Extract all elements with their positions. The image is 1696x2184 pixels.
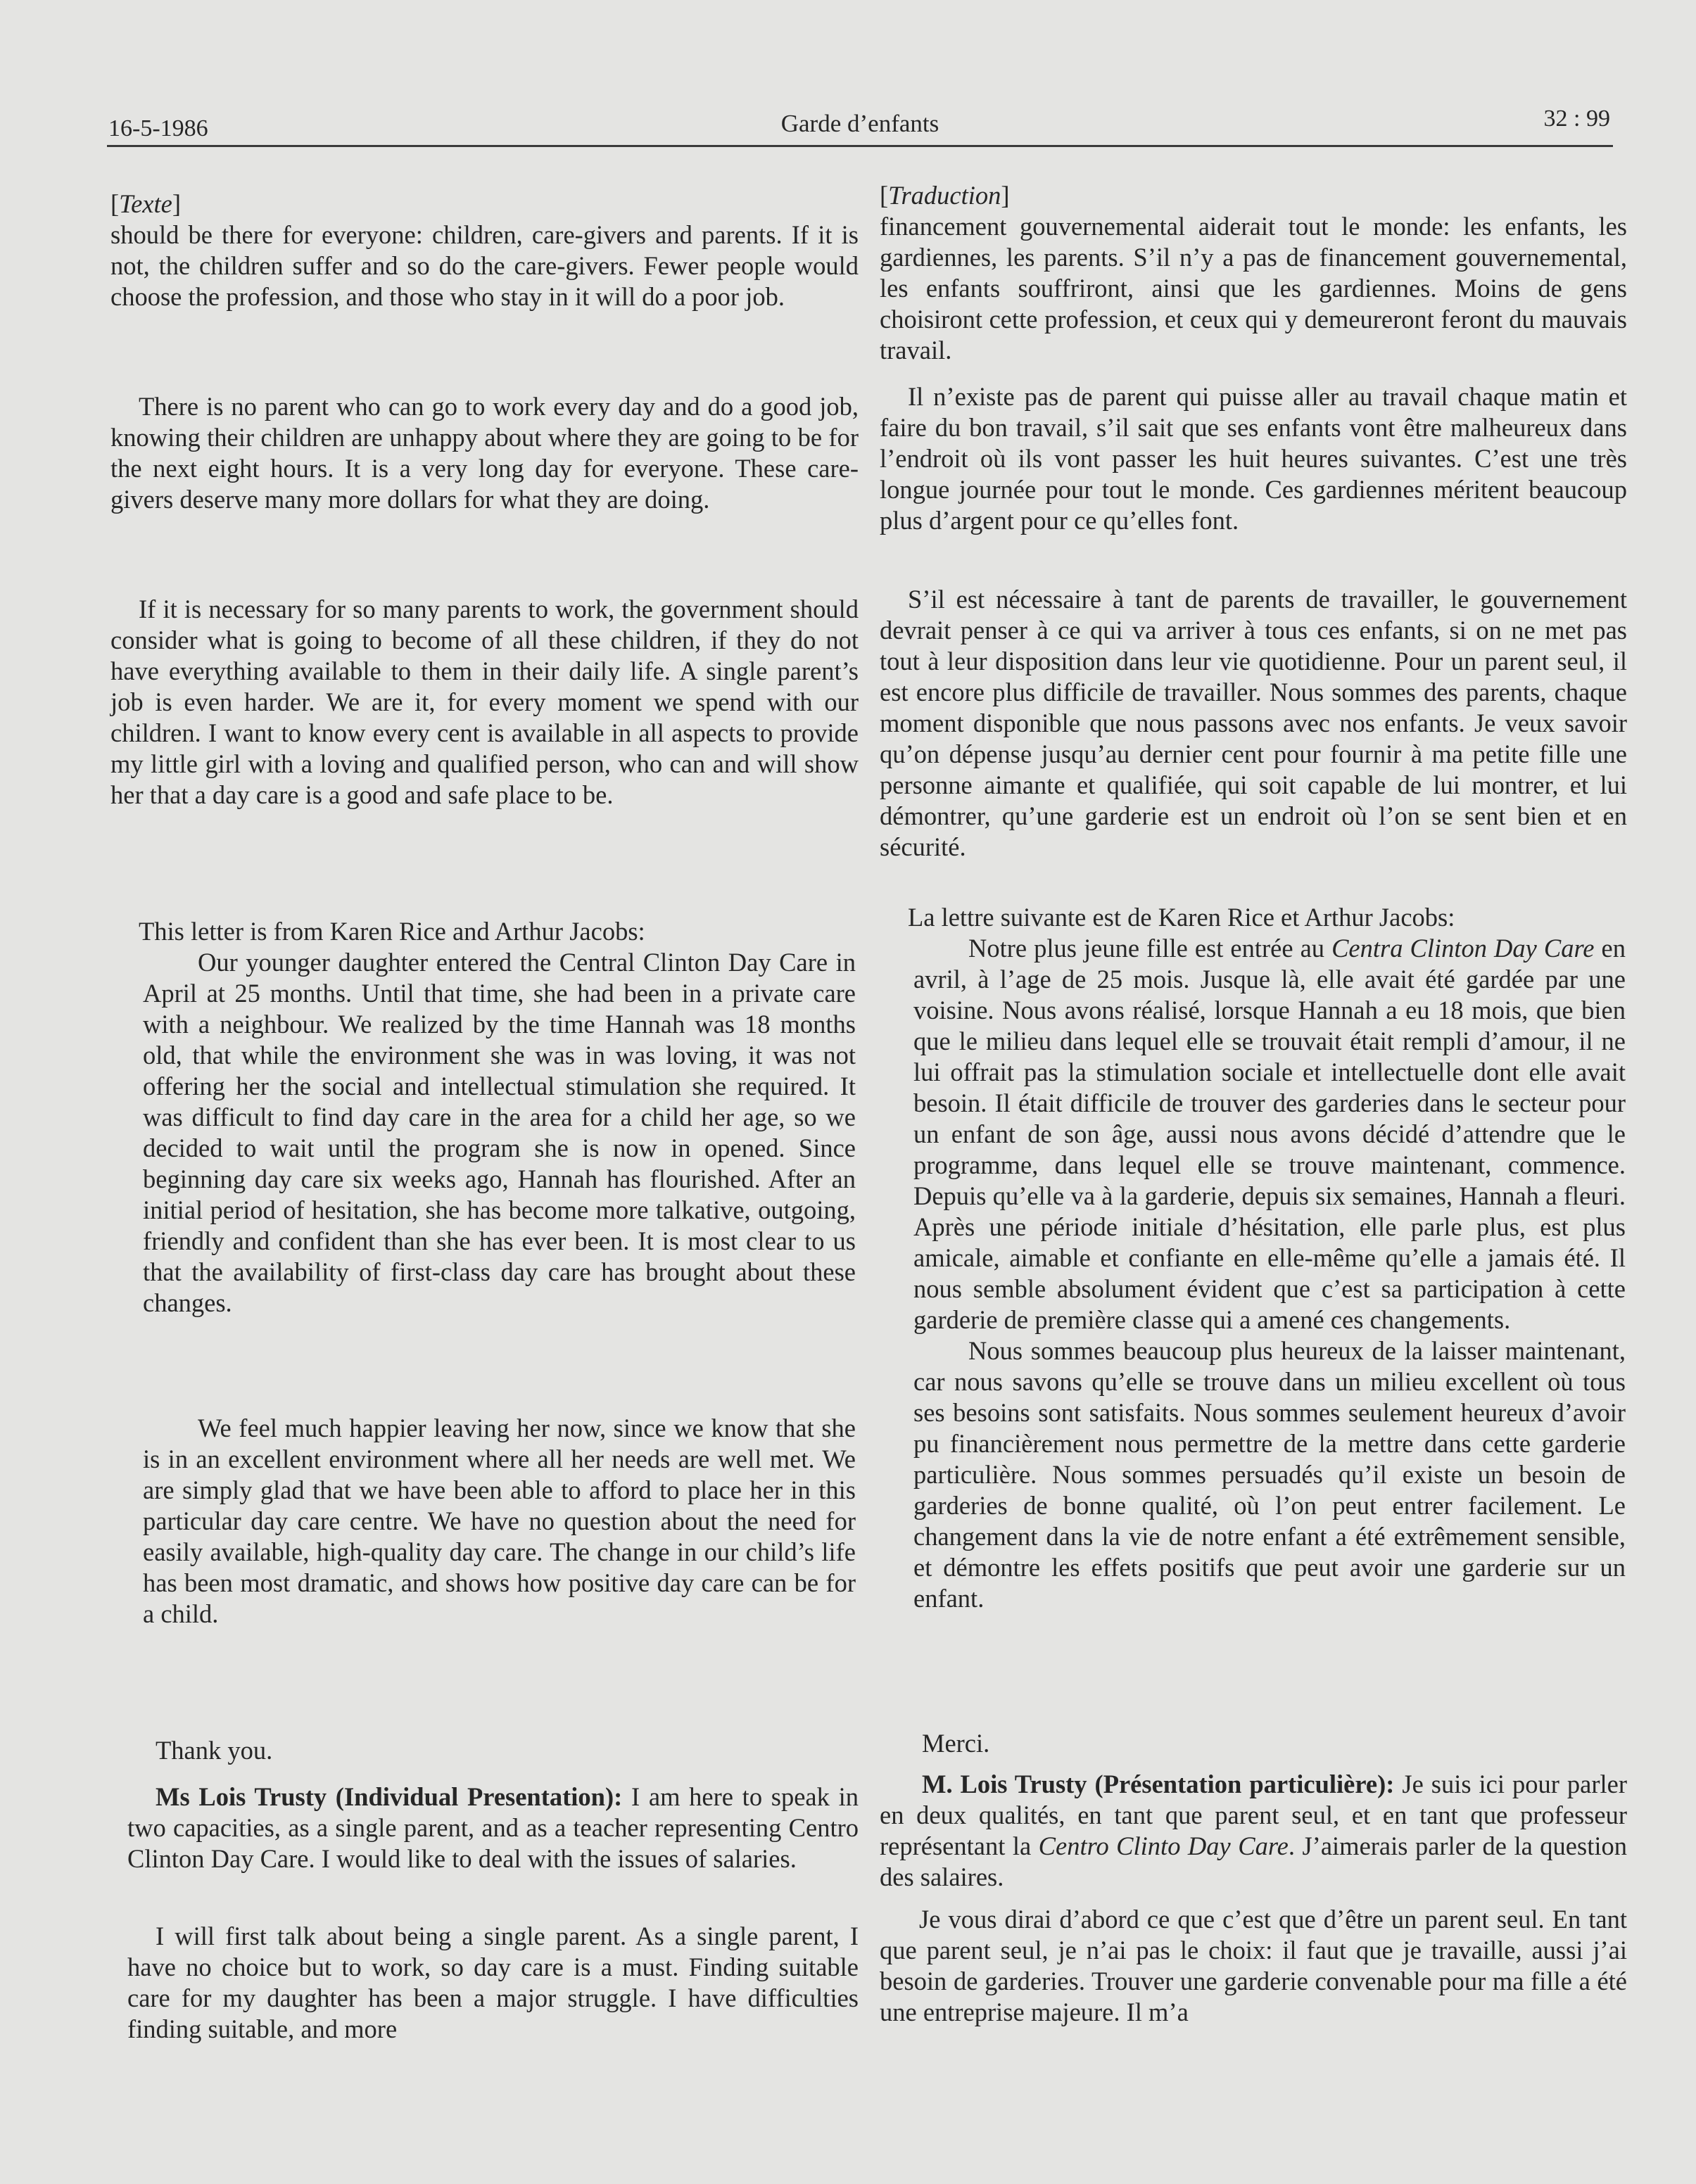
paragraph-funding: should be there for everyone: children, care-givers and parents. If it is not, the children suffer and so do the care-givers. Fewer people would choose the profession, and those who stay in it will do a poor job. — [110, 220, 859, 311]
paragraph-single-parent: I will first talk about being a single parent. As a single parent, I have no choice but to work, so day care is a must. Finding suitable care for my daughter has been a major struggle. I have difficulties finding suitable, and more — [127, 1922, 859, 2043]
paragraph-gouvernement: S’il est nécessaire à tant de parents de travailler, le gouvernement devrait penser à ce qui va arriver à tous ces enfants, si on ne met pas tout à leur disposition dans leur vie quotidienne. Pour un parent seul, il est encore plus difficile de travailler. Nous sommes des parents, chaque moment disponible que nous passons avec nos enfants. Je veux savoir qu’on dépense jusqu’au dernier cent pour fournir à ma petite fille une personne aimante et qualifiée, qui soit capable de lui montrer, et lui démontrer, qu’une garderie est un endroit où l’on se sent bien et en sécurité. — [880, 585, 1627, 861]
running-header — [107, 106, 1613, 147]
lettre-body — [913, 933, 1626, 1614]
lettre-intro: La lettre suivante est de Karen Rice et Arthur Jacobs: — [908, 903, 1455, 932]
header-page-number: 32 : 99 — [1543, 106, 1610, 132]
lettre-text-a: Notre plus jeune fille est entrée au — [968, 934, 1332, 963]
orateur-paragraph — [880, 1769, 1627, 1893]
lettre-paragraph-2: Nous sommes beaucoup plus heureux de la laisser maintenant, car nous savons qu’elle se trouve dans un milieu excellent où tous ses besoins sont satisfaits. Nous sommes seulement heureux d’avoir pu financièrement nous permettre de la mettre dans cette garderie particulière. Nous sommes persuadés qu’il existe un besoin de garderies de bonne qualité, où l’on peut entrer facilement. Le changement dans la vie de notre enfant a été extrêmement sensible, et démontre les effets positifs que peut avoir une garderie sur un enfant. — [913, 1336, 1626, 1613]
thanks-line: Thank you. — [156, 1736, 273, 1765]
label-traduction-word: Traduction — [888, 181, 1001, 210]
header-date: 16-5-1986 — [108, 115, 208, 141]
letter-body-2 — [143, 1413, 856, 1630]
label-texte-word: Texte — [119, 189, 172, 218]
lettre-text-b: en avril, à l’age de 25 mois. Jusque là, elle avait été gardée par une voisine. Nous avons réalisé, lorsque Hannah a eu 18 mois, que bien que le milieu dans lequel elle se trouvait était rempli d’amour, il ne lui offrait pas la stimulation sociale et intellectuelle dont elle avait besoin. Il était difficile de trouver des garderies dans le secteur pour un enfant de son âge, aussi nous avons décidé d’attendre que le programme, dans lequel elle se trouve maintenant, commence. Depuis qu’elle va à la garderie, depuis six semaines, Hannah a fleuri. Après une période initiale d’hésitation, elle parle plus, est plus amicale, aimable et confiante en elle-même qu’elle a jamais été. Il nous semble absolument évident que c’est sa participation à cette garderie de première classe qui a amené ces changements. — [913, 934, 1626, 1334]
speaker-text: I am here to speak in two capacities, as a single parent, and as a teacher representing Centro Clinton Day Care. I would like to deal with the issues of salaries. — [127, 1782, 859, 1873]
paragraph-government: If it is necessary for so many parents to work, the government should consider what is going to become of all these children, if they do not have everything available to them in their daily life. A single parent’s job is even harder. We are it, for every moment we spend with our children. I want to know every cent is available in all aspects to provide my little girl with a loving and qualified person, who can and will show her that a day care is a good and safe place to be. — [110, 595, 859, 809]
lettre-paragraph-1 — [913, 933, 1626, 1335]
speaker-paragraph — [127, 1782, 859, 1874]
paragraph-financement: financement gouvernemental aiderait tout le monde: les enfants, les gardiennes, les parents. S’il n’y a pas de financement gouvernemental, les enfants souffriront, ainsi que les gardiennes. Moins de gens choisiront cette profession, et ceux qui y demeureront feront du mauvais travail. — [880, 212, 1627, 364]
letter-paragraph-1: Our younger daughter entered the Central Clinton Day Care in April at 25 months. Until that time, she had been in a private care with a neighbour. We realized by the time Hannah was 18 months old, that while the environment she was in was loving, it was not offering her the social and intellectual stimulation she required. It was difficult to find day care in the area for a child her age, so we decided to wait until the program she is now in opened. Since beginning day care six weeks ago, Hannah has flourished. After an initial period of hesitation, she has become more talkative, outgoing, friendly and confident than she has ever been. It is most clear to us that the availability of first-class day care has brought about these changes. — [143, 948, 856, 1317]
paragraph-parent-seul: Je vous dirai d’abord ce que c’est que d’être un parent seul. En tant que parent seul, je n’ai pas le choix: il faut que je travaille, aussi j’ai besoin de garderies. Trouver une garderie convenable pour ma fille a été une entreprise majeure. Il m’a — [880, 1905, 1627, 2026]
paragraph-parent-travail: Il n’existe pas de parent qui puisse aller au travail chaque matin et faire du bon travail, s’il sait que ses enfants vont être malheureux dans l’endroit où ils vont passer les huit heures suivantes. C’est une très longue journée pour tout le monde. Ces gardiennes méritent beaucoup plus d’argent pour ce qu’elles font. — [880, 382, 1627, 535]
lettre-daycare-name: Centra Clinton Day Care — [1331, 934, 1595, 963]
letter-body — [143, 947, 856, 1319]
paragraph-parent-work: There is no parent who can go to work every day and do a good job, knowing their children are unhappy about where they are going to be for the next eight hours. It is a very long day for everyone. These care-givers deserve many more dollars for what they are doing. — [110, 392, 859, 514]
letter-intro: This letter is from Karen Rice and Arthur Jacobs: — [139, 917, 645, 946]
section-label-traduction: [Traduction] — [880, 181, 1010, 210]
orateur-name: M. Lois Trusty (Présentation particulière): — [922, 1770, 1395, 1798]
header-title: Garde d’enfants — [780, 110, 939, 137]
merci-line: Merci. — [922, 1729, 990, 1758]
letter-paragraph-2: We feel much happier leaving her now, since we know that she is in an excellent environment where all her needs are well met. We are simply glad that we have been able to afford to place her in this particular day care centre. We have no question about the need for easily available, high-quality day care. The change in our child’s life has been most dramatic, and shows how positive day care can be for a child. — [143, 1414, 856, 1628]
orateur-daycare-name: Centro Clinto Day Care — [1038, 1831, 1289, 1860]
speaker-name: Ms Lois Trusty (Individual Presentation): — [156, 1782, 623, 1811]
section-label-texte: [Texte] — [110, 189, 182, 218]
orateur-text-a: Je suis ici pour parler en deux qualités, en tant que parent seul, et en tant que professeur représentant la — [880, 1770, 1627, 1860]
orateur-text-b: . J’aimerais parler de la question des salaires. — [880, 1831, 1627, 1891]
